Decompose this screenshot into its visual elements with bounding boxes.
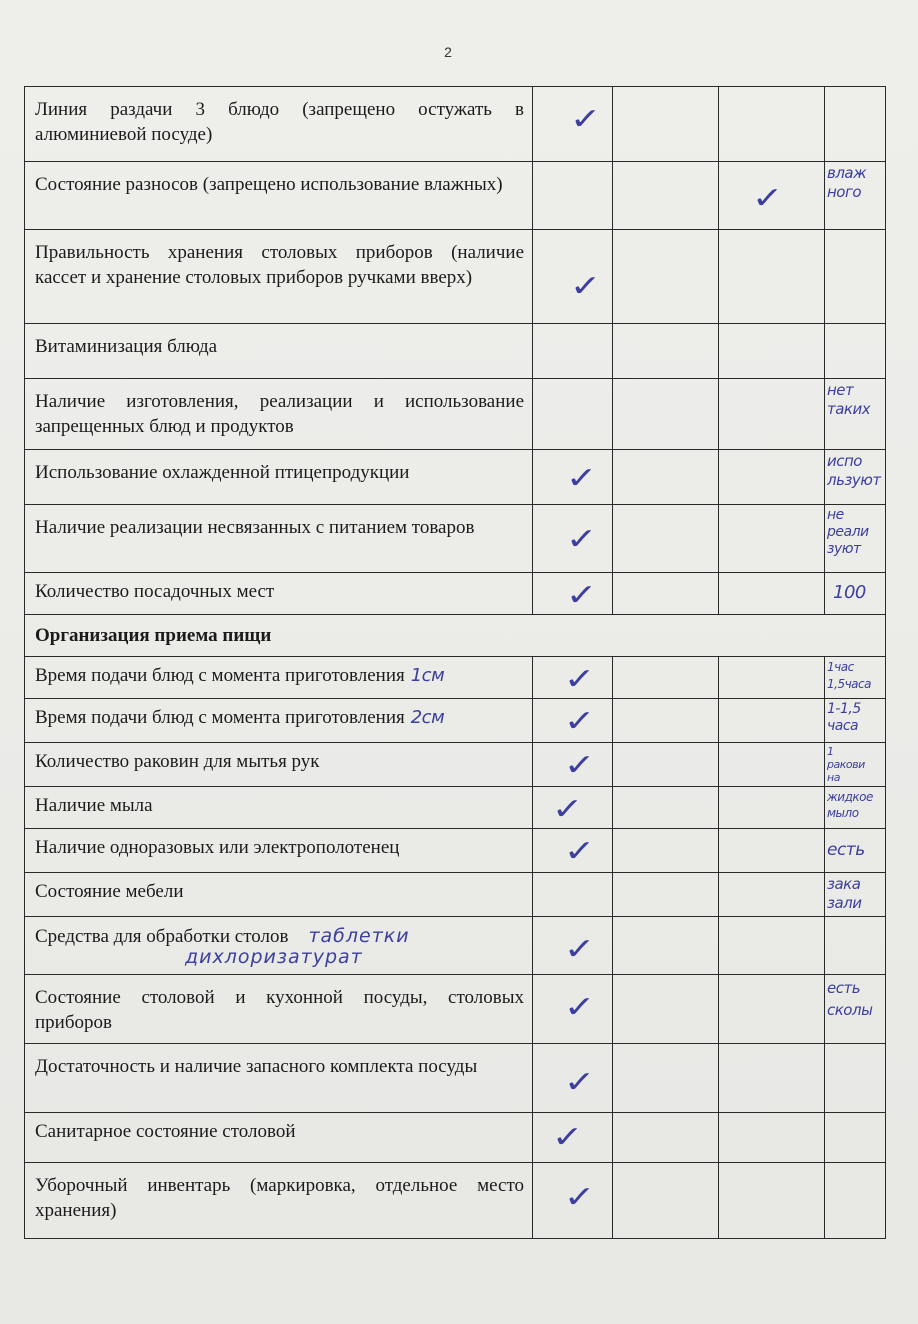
check-cell bbox=[613, 873, 719, 917]
note-cell bbox=[825, 450, 886, 505]
check-cell bbox=[533, 699, 613, 743]
table-row bbox=[25, 573, 886, 615]
note-cell bbox=[825, 699, 886, 743]
handwritten-note: есть сколы bbox=[827, 979, 873, 1019]
check-cell bbox=[613, 379, 719, 450]
check-cell bbox=[613, 657, 719, 699]
check-cell bbox=[613, 1044, 719, 1113]
check-cell bbox=[533, 162, 613, 230]
checkmark-icon: ✓ bbox=[569, 269, 602, 304]
check-cell bbox=[719, 1113, 825, 1163]
check-cell bbox=[719, 573, 825, 615]
check-cell bbox=[719, 917, 825, 975]
check-cell bbox=[613, 743, 719, 787]
check-cell bbox=[613, 699, 719, 743]
check-cell bbox=[613, 87, 719, 162]
table-row bbox=[25, 975, 886, 1044]
check-cell bbox=[719, 787, 825, 829]
checkmark-icon: ✓ bbox=[551, 1120, 584, 1155]
criterion-label: Санитарное состояние столовой bbox=[25, 1113, 533, 1163]
criterion-label bbox=[25, 657, 533, 699]
checkmark-icon: ✓ bbox=[563, 932, 596, 967]
table-row bbox=[25, 743, 886, 787]
handwritten-note: испо льзуют bbox=[827, 452, 881, 489]
criterion-text: Время подачи блюд с момента приготовления bbox=[35, 707, 405, 728]
handwritten-annotation: 1см bbox=[410, 665, 445, 686]
checkmark-icon: ✓ bbox=[563, 990, 596, 1025]
note-cell bbox=[825, 505, 886, 573]
check-cell bbox=[533, 379, 613, 450]
note-cell bbox=[825, 162, 886, 230]
handwritten-note: 1 ракови на bbox=[827, 745, 865, 784]
criterion-label bbox=[25, 699, 533, 743]
criterion-label: Наличие мыла bbox=[25, 787, 533, 829]
note-cell bbox=[825, 873, 886, 917]
criterion-label: Состояние разносов (запрещено использование влажных) bbox=[25, 162, 533, 230]
criterion-text: Время подачи блюд с момента приготовления bbox=[35, 665, 405, 686]
checkmark-icon: ✓ bbox=[751, 181, 784, 216]
checkmark-icon: ✓ bbox=[563, 748, 596, 783]
check-cell bbox=[719, 699, 825, 743]
note-cell bbox=[825, 1163, 886, 1239]
note-cell bbox=[825, 975, 886, 1044]
check-cell bbox=[533, 1044, 613, 1113]
checkmark-icon: ✓ bbox=[565, 461, 598, 496]
check-cell bbox=[719, 743, 825, 787]
check-cell bbox=[533, 573, 613, 615]
check-cell bbox=[533, 787, 613, 829]
checkmark-icon: ✓ bbox=[565, 522, 598, 557]
table-row bbox=[25, 1044, 886, 1113]
section-header-row bbox=[25, 615, 886, 657]
checkmark-icon: ✓ bbox=[563, 662, 596, 697]
criterion-label: Состояние столовой и кухонной посуды, столовых приборов bbox=[25, 975, 533, 1044]
handwritten-annotation: 2см bbox=[410, 707, 445, 728]
handwritten-note: нет таких bbox=[827, 381, 871, 418]
criterion-label: Уборочный инвентарь (маркировка, отдельное место хранения) bbox=[25, 1163, 533, 1239]
check-cell bbox=[533, 1113, 613, 1163]
check-cell bbox=[533, 505, 613, 573]
criterion-text: Средства для обработки столов bbox=[35, 926, 289, 947]
check-cell bbox=[613, 450, 719, 505]
table-row bbox=[25, 162, 886, 230]
check-cell bbox=[533, 873, 613, 917]
check-cell bbox=[719, 379, 825, 450]
check-cell bbox=[533, 829, 613, 873]
table-row bbox=[25, 787, 886, 829]
handwritten-note: 1час 1,5часа bbox=[827, 660, 871, 691]
check-cell bbox=[533, 975, 613, 1044]
handwritten-note: 1-1,5 часа bbox=[827, 701, 861, 734]
check-cell bbox=[719, 657, 825, 699]
check-cell bbox=[533, 324, 613, 379]
note-cell bbox=[825, 230, 886, 324]
check-cell bbox=[719, 1044, 825, 1113]
table-row bbox=[25, 1163, 886, 1239]
check-cell bbox=[719, 873, 825, 917]
check-cell bbox=[533, 657, 613, 699]
check-cell bbox=[613, 1163, 719, 1239]
criterion-label: Состояние мебели bbox=[25, 873, 533, 917]
criterion-label: Достаточность и наличие запасного комплекта посуды bbox=[25, 1044, 533, 1113]
handwritten-annotation: дихлоризатурат bbox=[185, 946, 363, 968]
check-cell bbox=[613, 162, 719, 230]
note-cell bbox=[825, 87, 886, 162]
note-cell bbox=[825, 1113, 886, 1163]
handwritten-note: 100 bbox=[833, 582, 866, 603]
table-row bbox=[25, 87, 886, 162]
criterion-label: Правильность хранения столовых приборов (наличие кассет и хранение столовых приборов ручками вверх) bbox=[25, 230, 533, 324]
check-cell bbox=[613, 829, 719, 873]
check-cell bbox=[613, 975, 719, 1044]
checkmark-icon: ✓ bbox=[569, 102, 602, 137]
check-cell bbox=[719, 975, 825, 1044]
check-cell bbox=[533, 450, 613, 505]
check-cell bbox=[613, 573, 719, 615]
table-row bbox=[25, 699, 886, 743]
note-cell bbox=[825, 573, 886, 615]
check-cell bbox=[719, 1163, 825, 1239]
criterion-label: Наличие изготовления, реализации и использование запрещенных блюд и продуктов bbox=[25, 379, 533, 450]
table-row bbox=[25, 657, 886, 699]
check-cell bbox=[533, 1163, 613, 1239]
check-cell bbox=[613, 787, 719, 829]
note-cell bbox=[825, 743, 886, 787]
handwritten-annotation: таблетки bbox=[308, 925, 410, 947]
criterion-label: Использование охлажденной птицепродукции bbox=[25, 450, 533, 505]
check-cell bbox=[719, 505, 825, 573]
checkmark-icon: ✓ bbox=[563, 704, 596, 739]
note-cell bbox=[825, 324, 886, 379]
criterion-label: Наличие одноразовых или электрополотенец bbox=[25, 829, 533, 873]
table-row bbox=[25, 324, 886, 379]
handwritten-note: жидкое мыло bbox=[827, 790, 873, 820]
check-cell bbox=[719, 230, 825, 324]
table-row bbox=[25, 1113, 886, 1163]
handwritten-note: влаж ного bbox=[827, 164, 867, 201]
criterion-label: Линия раздачи 3 блюдо (запрещено остужать в алюминиевой посуде) bbox=[25, 87, 533, 162]
section-title: Организация приема пищи bbox=[25, 615, 886, 657]
check-cell bbox=[533, 917, 613, 975]
table-row bbox=[25, 505, 886, 573]
table-row bbox=[25, 379, 886, 450]
check-cell bbox=[533, 743, 613, 787]
check-cell bbox=[719, 324, 825, 379]
checkmark-icon: ✓ bbox=[563, 834, 596, 869]
check-cell bbox=[533, 87, 613, 162]
table-row bbox=[25, 829, 886, 873]
handwritten-note: зака зали bbox=[827, 875, 862, 912]
table-row bbox=[25, 917, 886, 975]
check-cell bbox=[719, 87, 825, 162]
check-cell bbox=[613, 324, 719, 379]
check-cell bbox=[719, 829, 825, 873]
criterion-label bbox=[25, 917, 533, 975]
criterion-label: Витаминизация блюда bbox=[25, 324, 533, 379]
criterion-label: Наличие реализации несвязанных с питанием товаров bbox=[25, 505, 533, 573]
criterion-label: Количество раковин для мытья рук bbox=[25, 743, 533, 787]
checkmark-icon: ✓ bbox=[563, 1180, 596, 1215]
inspection-checklist-table bbox=[24, 86, 886, 1239]
note-cell bbox=[825, 379, 886, 450]
check-cell bbox=[613, 230, 719, 324]
checkmark-icon: ✓ bbox=[551, 792, 584, 827]
check-cell bbox=[719, 162, 825, 230]
criterion-label: Количество посадочных мест bbox=[25, 573, 533, 615]
note-cell bbox=[825, 787, 886, 829]
table-row bbox=[25, 873, 886, 917]
note-cell bbox=[825, 917, 886, 975]
table-row bbox=[25, 230, 886, 324]
checkmark-icon: ✓ bbox=[563, 1065, 596, 1100]
note-cell bbox=[825, 829, 886, 873]
table-row bbox=[25, 450, 886, 505]
handwritten-note: не реали зуют bbox=[827, 507, 869, 557]
note-cell bbox=[825, 657, 886, 699]
check-cell bbox=[719, 450, 825, 505]
check-cell bbox=[613, 505, 719, 573]
check-cell bbox=[613, 1113, 719, 1163]
checkmark-icon: ✓ bbox=[565, 578, 598, 613]
check-cell bbox=[533, 230, 613, 324]
handwritten-note: есть bbox=[827, 840, 865, 860]
check-cell bbox=[613, 917, 719, 975]
note-cell bbox=[825, 1044, 886, 1113]
page-number: 2 bbox=[444, 44, 452, 60]
